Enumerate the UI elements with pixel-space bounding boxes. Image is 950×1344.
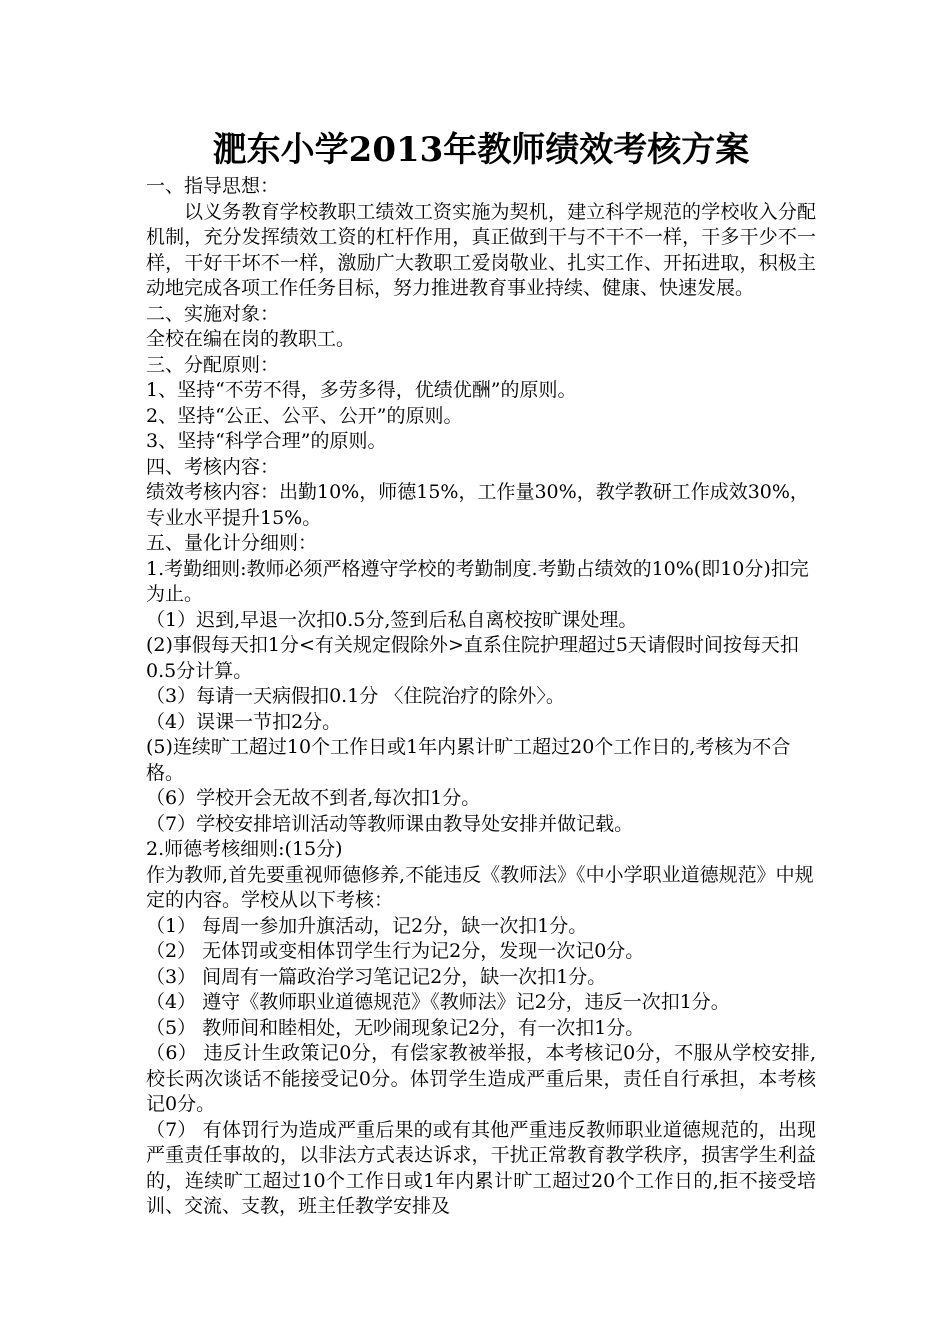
list-item: （1） 每周一参加升旗活动，记2分，缺一次扣1分。	[146, 914, 588, 937]
list-item: （4） 遵守《教师职业道德规范》《教师法》记2分，违反一次扣1分。	[146, 991, 730, 1013]
list-item: （4）误课一节扣2分。	[146, 710, 342, 733]
list-item: （1）迟到,早退一次扣0.5分,签到后私自离校按旷课处理。	[146, 608, 638, 631]
list-item: （7）学校安排培训活动等教师课由教导处安排并做记载。	[146, 812, 634, 835]
list-item: （7） 有体罚行为造成严重后果的或有其他严重违反教师职业道德规范的，出现严重责任事故的，以非法方式表达诉求，干扰正常教育教学秩序，损害学生利益的，连续旷工超过10个工作日或1年内累计旷工超过20个工作日的,拒不接受培训、交流、支教，班主任教学安排及	[146, 1118, 816, 1217]
list-item: 2、坚持“公正、公平、公开”的原则。	[146, 404, 463, 427]
section-heading: 二、实施对象：	[146, 302, 280, 325]
list-item: （6） 违反计生政策记0分，有偿家教被举报，本考核记0分，不服从学校安排,校长两次谈话不能接受记0分。体罚学生造成严重后果，责任自行承担，本考核记0分。	[146, 1042, 816, 1115]
list-item: 3、坚持“科学合理”的原则。	[146, 430, 387, 452]
document-body	[146, 174, 816, 1220]
list-item: （3） 间周有一篇政治学习笔记记2分，缺一次扣1分。	[146, 965, 607, 988]
section-heading: 五、量化计分细则：	[146, 532, 318, 554]
list-item: （6）学校开会无故不到者,每次扣1分。	[146, 787, 481, 809]
list-item: (2)事假每天扣1分<有关规定假除外>直系住院护理超过5天请假时间按每天扣0.5分计算。	[146, 634, 799, 682]
list-item: （3）每请一天病假扣0.1分 〈住院治疗的除外〉。	[146, 685, 565, 707]
list-item: (5)连续旷工超过10个工作日或1年内累计旷工超过20个工作日的,考核为不合格。	[146, 736, 791, 784]
paragraph: 绩效考核内容：出勤10%，师德15%，工作量30%，教学教研工作成效30%，专业水平提升15%。	[146, 481, 809, 529]
subsection-heading: 1.考勤细则:教师必须严格遵守学校的考勤制度.考勤占绩效的10%(即10分)扣完为止。	[146, 557, 809, 605]
list-item: （5） 教师间和睦相处，无吵闹现象记2分，有一次扣1分。	[146, 1016, 645, 1039]
paragraph: 全校在编在岗的教职工。	[146, 328, 356, 350]
document-title: 淝东小学2013年教师绩效考核方案	[212, 130, 750, 170]
document-page	[146, 126, 816, 1220]
list-item: （2） 无体罚或变相体罚学生行为记2分，发现一次记0分。	[146, 940, 645, 962]
paragraph: 作为教师,首先要重视师德修养,不能违反《教师法》《中小学职业道德规范》中规定的内容。学校从以下考核：	[146, 863, 814, 911]
paragraph: 以义务教育学校教职工绩效工资实施为契机，建立科学规范的学校收入分配机制，充分发挥绩效工资的杠杆作用，真正做到干与不干不一样，干多干少不一样，干好干坏不一样，激励广大教职工爱岗敬业、扎实工作、开拓进取，积极主动地完成各项工作任务目标，努力推进教育事业持续、健康、快速发展。	[146, 200, 816, 299]
list-item: 1、坚持“不劳不得，多劳多得，优绩优酬”的原则。	[146, 379, 577, 401]
section-heading: 三、分配原则：	[146, 353, 280, 376]
section-heading: 一、指导思想：	[146, 175, 280, 197]
subsection-heading: 2.师德考核细则:(15分)	[146, 838, 343, 860]
section-heading: 四、考核内容：	[146, 455, 280, 478]
